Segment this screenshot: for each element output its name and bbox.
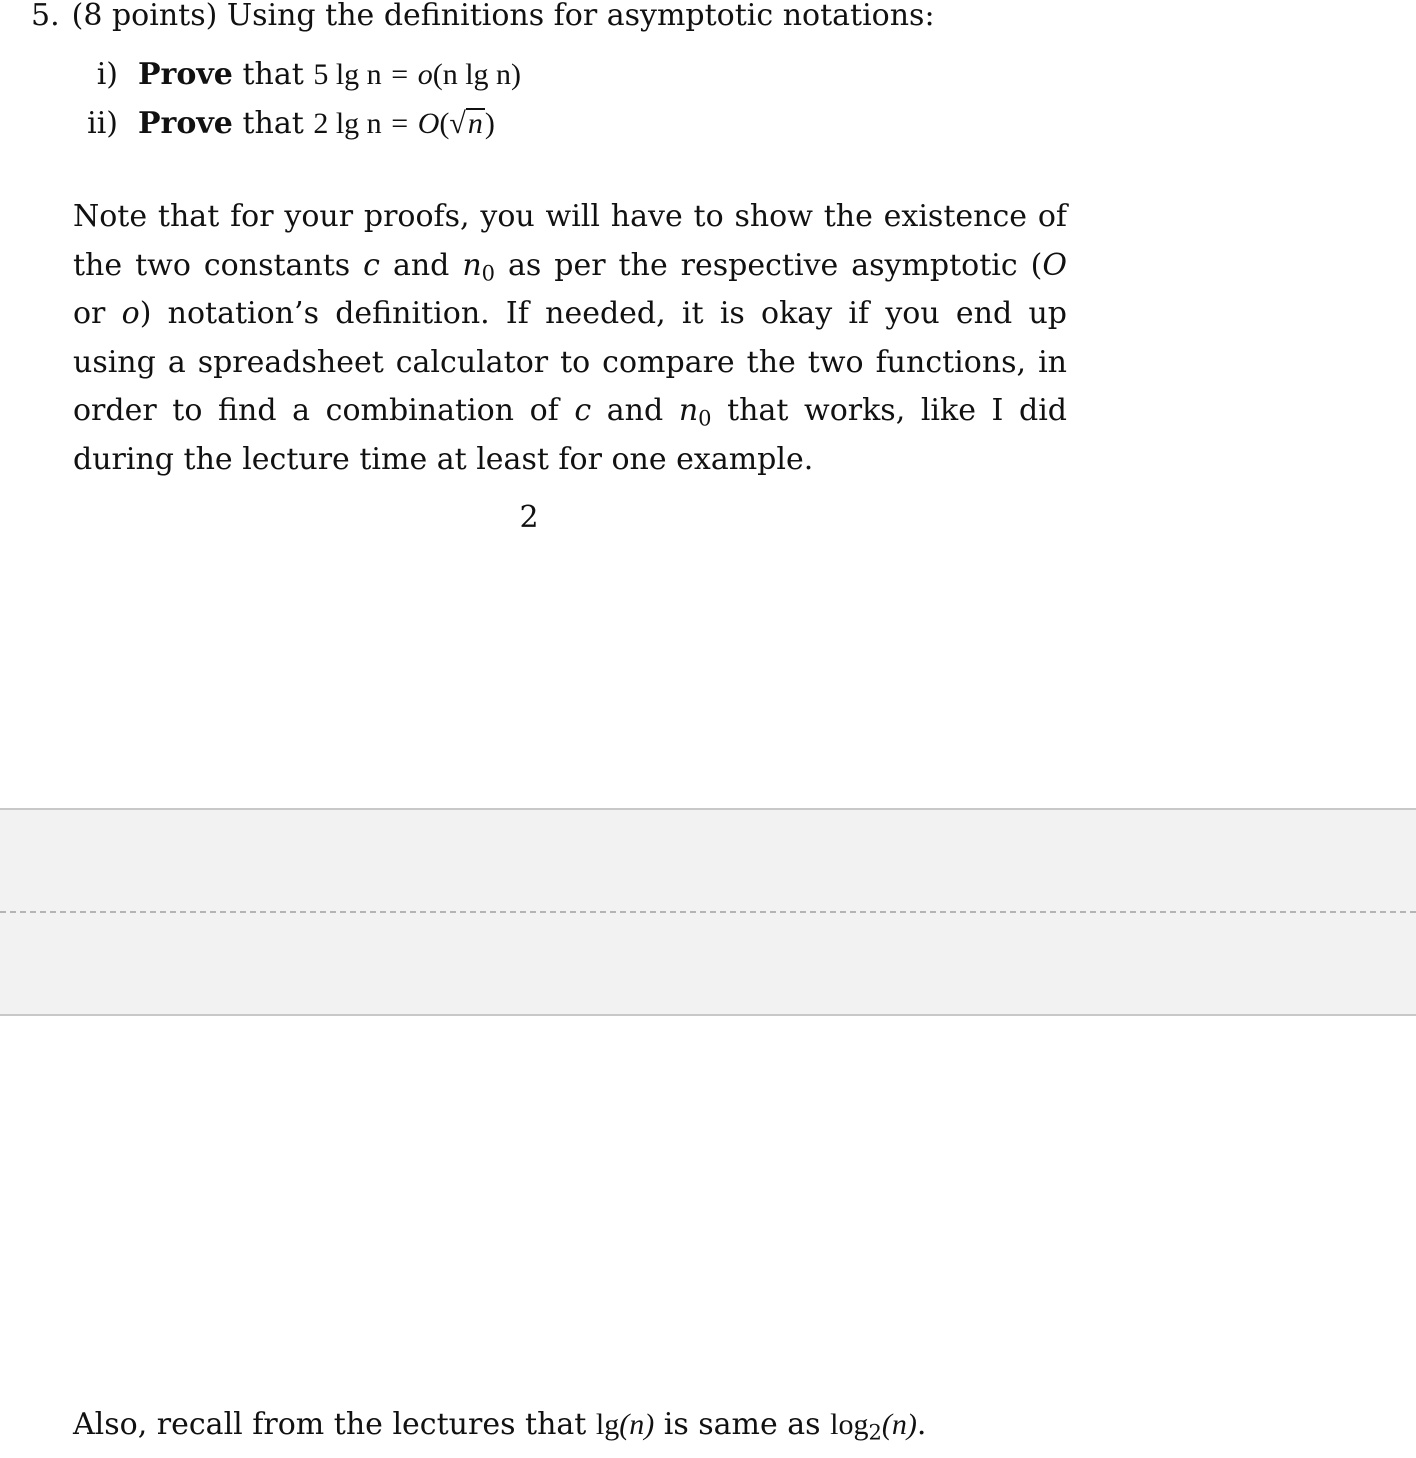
constant-c: c: [574, 393, 592, 429]
formula-rhs-argument: n lg n: [442, 58, 512, 91]
note-text: ) notation’s definition. If needed, it is okay if you end up using a spreadsheet calculator to compare the two functions, in order to find a combination of: [73, 296, 1067, 429]
subscript-zero: 0: [481, 260, 496, 285]
little-o-symbol: o: [417, 58, 433, 91]
radical-sign-icon: √: [449, 107, 466, 140]
proof-item-1: [70, 53, 521, 97]
note-text: and: [379, 247, 463, 283]
big-o-symbol: O: [1042, 247, 1067, 283]
item-verb: Prove: [138, 106, 233, 141]
recall-note: [73, 1402, 926, 1448]
formula-equals: =: [391, 58, 409, 91]
note-text: and: [591, 393, 679, 429]
note-text: that works, like I did during the lecture time at least for one example.: [73, 393, 1068, 477]
log-base: 2: [868, 1420, 882, 1445]
page-number: 2: [519, 500, 539, 535]
constant-n: n: [678, 393, 699, 429]
page-break-gap: [0, 808, 1416, 1016]
question-number: 5.: [31, 0, 60, 33]
log-argument: (n): [881, 1408, 917, 1441]
square-root: [449, 102, 484, 146]
note-text: Note that for your proofs, you will have to show the existence of the two constants: [73, 199, 1067, 283]
constant-n: n: [462, 247, 482, 283]
lg-argument: (n): [619, 1408, 655, 1441]
item-connector: that: [242, 106, 304, 141]
log-function: log: [830, 1408, 869, 1441]
formula-lhs: 5 lg n: [313, 58, 382, 91]
lg-function: lg: [595, 1408, 620, 1441]
recall-text: is same as: [654, 1407, 831, 1442]
question-header: [31, 0, 935, 38]
recall-text: Also, recall from the lectures that: [73, 1407, 596, 1442]
recall-period: .: [916, 1407, 927, 1442]
item-connector: that: [242, 57, 304, 92]
big-o-symbol: O: [417, 107, 440, 140]
radicand: n: [467, 107, 483, 140]
note-text: or: [73, 296, 122, 332]
proof-item-2: [70, 102, 495, 146]
question-title: (8 points) Using the definitions for asymptotic notations:: [71, 0, 935, 33]
note-paragraph: [73, 193, 1067, 485]
constant-c: c: [363, 247, 380, 283]
formula-rhs: o(n lg n): [417, 58, 522, 91]
formula-lhs: 2 lg n: [313, 107, 382, 140]
item-marker: ii): [87, 106, 118, 141]
item-marker: i): [96, 57, 118, 92]
note-text: as per the respective asymptotic (: [495, 247, 1043, 283]
formula-rhs: O(√n): [418, 107, 495, 140]
item-verb: Prove: [138, 57, 233, 92]
page-break-dashed-line: [0, 911, 1416, 913]
little-o-symbol: o: [121, 296, 140, 332]
formula-equals: =: [391, 107, 409, 140]
subscript-zero: 0: [698, 406, 712, 431]
